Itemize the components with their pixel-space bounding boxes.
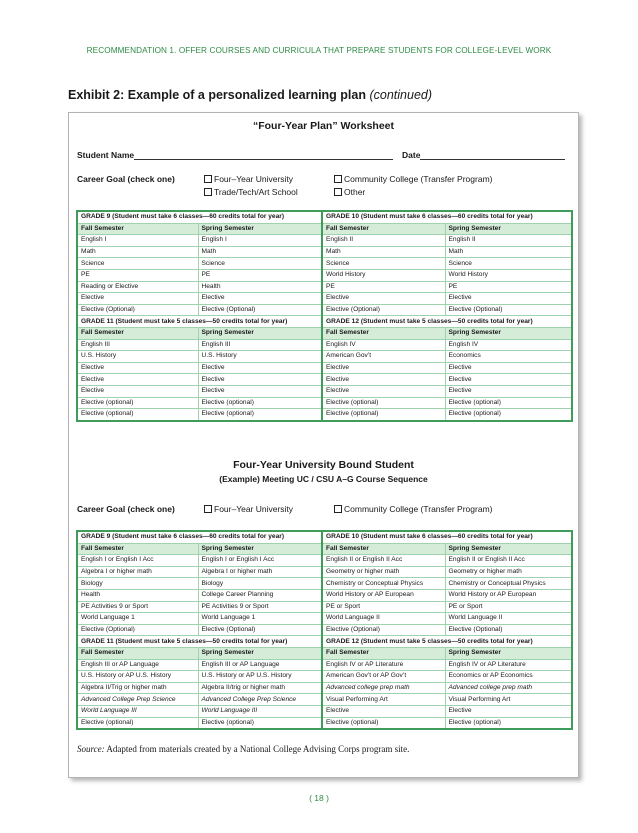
table-cell: Science — [198, 258, 322, 270]
grade-heading: GRADE 12 (Student must take 5 classes—50 credits total for year) — [322, 316, 572, 328]
table-cell: Elective — [77, 385, 198, 397]
table-row — [77, 281, 572, 293]
table-row — [77, 397, 572, 409]
table-cell: Elective — [77, 362, 198, 374]
bound-career-goal-label: Career Goal (check one) — [77, 504, 175, 514]
table-cell: Science — [445, 258, 572, 270]
exhibit-title-suffix: (continued) — [369, 88, 433, 102]
table-cell: Economics or AP Economics — [445, 671, 572, 683]
table-cell: Elective — [198, 362, 322, 374]
table-row — [77, 566, 572, 578]
source-label: Source: — [77, 744, 105, 754]
table-cell: Algebra I or higher math — [77, 566, 198, 578]
page-number: ( 18 ) — [309, 793, 329, 803]
table-cell: U.S. History or AP U.S. History — [77, 671, 198, 683]
option-trade-tech[interactable] — [204, 187, 298, 197]
table-cell: World Language II — [445, 613, 572, 625]
grade-heading: GRADE 11 (Student must take 5 classes—50 credits total for year) — [77, 636, 322, 648]
table-cell: English III — [77, 339, 198, 351]
source-text: Adapted from materials created by a National College Advising Corps program site. — [104, 744, 410, 754]
table-cell: English III or AP Language — [198, 659, 322, 671]
table-cell: Elective — [198, 293, 322, 305]
option-label: Trade/Tech/Art School — [214, 187, 298, 197]
table-cell: Elective — [322, 385, 445, 397]
table-cell: English IV — [445, 339, 572, 351]
grade-row — [77, 316, 572, 328]
table-cell: Elective — [445, 293, 572, 305]
source-note — [77, 744, 409, 754]
table-row — [77, 705, 572, 717]
semester-header: Spring Semester — [198, 543, 322, 555]
table-cell: English II or English II Acc — [322, 555, 445, 567]
table-cell: Elective — [322, 293, 445, 305]
option-four-year[interactable] — [204, 174, 293, 184]
grade-heading: GRADE 10 (Student must take 6 classes—60 credits total for year) — [322, 531, 572, 543]
checkbox-icon[interactable] — [204, 505, 212, 513]
checkbox-icon[interactable] — [334, 175, 342, 183]
option-label: Four–Year University — [214, 174, 294, 184]
table-cell: Elective (optional) — [322, 409, 445, 421]
table-cell: Elective (optional) — [445, 397, 572, 409]
grade-row — [77, 211, 572, 223]
semester-header-row — [77, 223, 572, 235]
table-cell: Health — [77, 589, 198, 601]
table-row — [77, 258, 572, 270]
table-cell: American Gov’t or AP Gov’t — [322, 671, 445, 683]
semester-header: Spring Semester — [445, 327, 572, 339]
table-cell: English IV — [322, 339, 445, 351]
checkbox-icon[interactable] — [334, 505, 342, 513]
table-cell: Math — [322, 246, 445, 258]
table-cell: English II — [322, 235, 445, 247]
semester-header: Fall Semester — [322, 223, 445, 235]
student-name-label: Student Name — [77, 150, 135, 160]
grade-heading: GRADE 9 (Student must take 6 classes—60 credits total for year) — [77, 211, 322, 223]
table-cell: PE — [198, 269, 322, 281]
table-row — [77, 671, 572, 683]
date-field[interactable] — [420, 150, 565, 160]
table-cell: English I — [198, 235, 322, 247]
table-cell: World History — [322, 269, 445, 281]
table-cell: Elective (optional) — [77, 409, 198, 421]
table-cell: Elective (Optional) — [445, 304, 572, 316]
table-cell: Visual Performing Art — [322, 694, 445, 706]
worksheet-table — [76, 210, 573, 422]
table-row — [77, 339, 572, 351]
table-cell: Reading or Elective — [77, 281, 198, 293]
table-row — [77, 246, 572, 258]
table-row — [77, 385, 572, 397]
table-cell: Elective — [322, 374, 445, 386]
table-cell: Elective (optional) — [198, 409, 322, 421]
semester-header: Fall Semester — [322, 647, 445, 659]
table-cell: Elective (optional) — [77, 717, 198, 729]
option-label: Four–Year University — [214, 504, 294, 514]
table-cell: PE Activities 9 or Sport — [77, 601, 198, 613]
option-label: Community College (Transfer Program) — [344, 174, 493, 184]
semester-header: Spring Semester — [445, 543, 572, 555]
grade-heading: GRADE 10 (Student must take 6 classes—60 credits total for year) — [322, 211, 572, 223]
student-name-row — [77, 150, 393, 160]
table-cell: World Language 1 — [198, 613, 322, 625]
table-cell: Advanced College Prep Science — [77, 694, 198, 706]
table-cell: Elective (Optional) — [322, 624, 445, 636]
exhibit-title-text: Exhibit 2: Example of a personalized learning plan — [68, 88, 366, 102]
table-cell: Math — [77, 246, 198, 258]
table-cell: Science — [77, 258, 198, 270]
career-goal-label: Career Goal (check one) — [77, 174, 175, 184]
exhibit-title — [68, 88, 432, 102]
checkbox-icon[interactable] — [334, 188, 342, 196]
date-row — [402, 150, 565, 160]
table-row — [77, 555, 572, 567]
table-cell: Geometry or higher math — [445, 566, 572, 578]
semester-header: Spring Semester — [445, 647, 572, 659]
table-row — [77, 694, 572, 706]
table-cell: World History or AP European — [445, 589, 572, 601]
table-cell: Elective — [445, 705, 572, 717]
table-cell: Elective — [445, 385, 572, 397]
worksheet-title: “Four-Year Plan” Worksheet — [252, 120, 394, 132]
semester-header: Fall Semester — [77, 327, 198, 339]
table-row — [77, 682, 572, 694]
table-cell: Health — [198, 281, 322, 293]
table-row — [77, 601, 572, 613]
semester-header: Spring Semester — [198, 647, 322, 659]
table-cell: Elective — [77, 293, 198, 305]
semester-header-row — [77, 327, 572, 339]
table-row — [77, 293, 572, 305]
table-cell: Elective — [198, 385, 322, 397]
table-row — [77, 624, 572, 636]
table-cell: Elective — [322, 362, 445, 374]
table-cell: Elective (Optional) — [445, 624, 572, 636]
table-cell: Elective — [77, 374, 198, 386]
exhibit-frame — [68, 112, 579, 778]
table-cell: English I or English I Acc — [198, 555, 322, 567]
table-cell: English II — [445, 235, 572, 247]
table-cell: World Language II — [322, 613, 445, 625]
grade-heading: GRADE 9 (Student must take 6 classes—60 credits total for year) — [77, 531, 322, 543]
table-row — [77, 659, 572, 671]
table-cell: College Career Planning — [198, 589, 322, 601]
table-cell: Algebra I or higher math — [198, 566, 322, 578]
grade-row — [77, 636, 572, 648]
table-cell: Visual Performing Art — [445, 694, 572, 706]
table-cell: Math — [198, 246, 322, 258]
table-cell: World History or AP European — [322, 589, 445, 601]
semester-header: Fall Semester — [77, 223, 198, 235]
table-cell: PE — [77, 269, 198, 281]
table-cell: PE — [322, 281, 445, 293]
option-community-college[interactable] — [334, 174, 492, 184]
semester-header: Fall Semester — [322, 327, 445, 339]
table-row — [77, 235, 572, 247]
table-cell: Science — [322, 258, 445, 270]
table-cell: World Language III — [198, 705, 322, 717]
table-cell: U.S. History — [77, 351, 198, 363]
table-cell: American Gov’t — [322, 351, 445, 363]
grade-heading: GRADE 12 (Student must take 5 classes—50 credits total for year) — [322, 636, 572, 648]
bound-title: Four-Year University Bound Student — [233, 459, 414, 471]
table-row — [77, 362, 572, 374]
table-cell: Algebra II/trig or higher math — [198, 682, 322, 694]
table-cell: PE or Sport — [322, 601, 445, 613]
semester-header: Spring Semester — [198, 223, 322, 235]
table-cell: Elective (Optional) — [77, 624, 198, 636]
table-row — [77, 613, 572, 625]
table-cell: Economics — [445, 351, 572, 363]
checkbox-icon[interactable] — [204, 175, 212, 183]
table-cell: Elective (optional) — [322, 717, 445, 729]
option-other[interactable] — [334, 187, 365, 197]
bound-table — [76, 530, 573, 730]
table-cell: Elective — [198, 374, 322, 386]
table-cell: Geometry or higher math — [322, 566, 445, 578]
grade-row — [77, 531, 572, 543]
table-cell: Advanced college prep math — [322, 682, 445, 694]
table-cell: PE — [445, 281, 572, 293]
table-row — [77, 578, 572, 590]
table-row — [77, 269, 572, 281]
table-cell: English IV or AP Literature — [322, 659, 445, 671]
table-cell: Elective (optional) — [198, 717, 322, 729]
semester-header: Spring Semester — [445, 223, 572, 235]
table-cell: World Language 1 — [77, 613, 198, 625]
table-cell: Chemistry or Conceptual Physics — [445, 578, 572, 590]
semester-header: Spring Semester — [198, 327, 322, 339]
semester-header: Fall Semester — [77, 647, 198, 659]
table-row — [77, 409, 572, 421]
bound-option-four-year[interactable] — [204, 504, 293, 514]
table-cell: English I — [77, 235, 198, 247]
semester-header-row — [77, 647, 572, 659]
table-cell: Math — [445, 246, 572, 258]
table-cell: Elective (Optional) — [198, 304, 322, 316]
table-cell: English II or English II Acc — [445, 555, 572, 567]
table-cell: World History — [445, 269, 572, 281]
table-cell: Elective (Optional) — [77, 304, 198, 316]
table-cell: Advanced College Prep Science — [198, 694, 322, 706]
running-head: RECOMMENDATION 1. OFFER COURSES AND CURRICULA THAT PREPARE STUDENTS FOR COLLEGE-LEVEL WORK — [86, 46, 552, 55]
option-label: Community College (Transfer Program) — [344, 504, 493, 514]
table-cell: Elective (Optional) — [322, 304, 445, 316]
grade-heading: GRADE 11 (Student must take 5 classes—50 credits total for year) — [77, 316, 322, 328]
table-cell: Elective — [445, 362, 572, 374]
table-cell: Elective — [322, 705, 445, 717]
table-cell: Elective — [445, 374, 572, 386]
table-cell: Elective (optional) — [198, 397, 322, 409]
semester-header-row — [77, 543, 572, 555]
table-cell: Advanced college prep math — [445, 682, 572, 694]
table-row — [77, 717, 572, 729]
table-cell: Biology — [77, 578, 198, 590]
semester-header: Fall Semester — [77, 543, 198, 555]
semester-header: Fall Semester — [322, 543, 445, 555]
table-cell: World Language III — [77, 705, 198, 717]
table-cell: Elective (Optional) — [198, 624, 322, 636]
bound-option-community-college[interactable] — [334, 504, 492, 514]
table-row — [77, 374, 572, 386]
option-label: Other — [344, 187, 366, 197]
table-cell: Elective (optional) — [77, 397, 198, 409]
table-cell: English III or AP Language — [77, 659, 198, 671]
checkbox-icon[interactable] — [204, 188, 212, 196]
table-cell: PE Activities 9 or Sport — [198, 601, 322, 613]
table-cell: Elective (optional) — [322, 397, 445, 409]
student-name-field[interactable] — [134, 150, 393, 160]
date-label: Date — [402, 150, 421, 160]
table-row — [77, 304, 572, 316]
table-cell: Elective (optional) — [445, 717, 572, 729]
bound-subtitle: (Example) Meeting UC / CSU A–G Course Sequence — [219, 474, 428, 484]
table-cell: U.S. History — [198, 351, 322, 363]
table-cell: Elective (optional) — [445, 409, 572, 421]
table-cell: PE or Sport — [445, 601, 572, 613]
table-row — [77, 589, 572, 601]
table-cell: English I or English I Acc — [77, 555, 198, 567]
table-cell: English III — [198, 339, 322, 351]
table-cell: English IV or AP Literature — [445, 659, 572, 671]
table-cell: Biology — [198, 578, 322, 590]
table-cell: Chemistry or Conceptual Physics — [322, 578, 445, 590]
table-cell: Algebra II/Trig or higher math — [77, 682, 198, 694]
table-cell: U.S. History or AP U.S. History — [198, 671, 322, 683]
table-row — [77, 351, 572, 363]
